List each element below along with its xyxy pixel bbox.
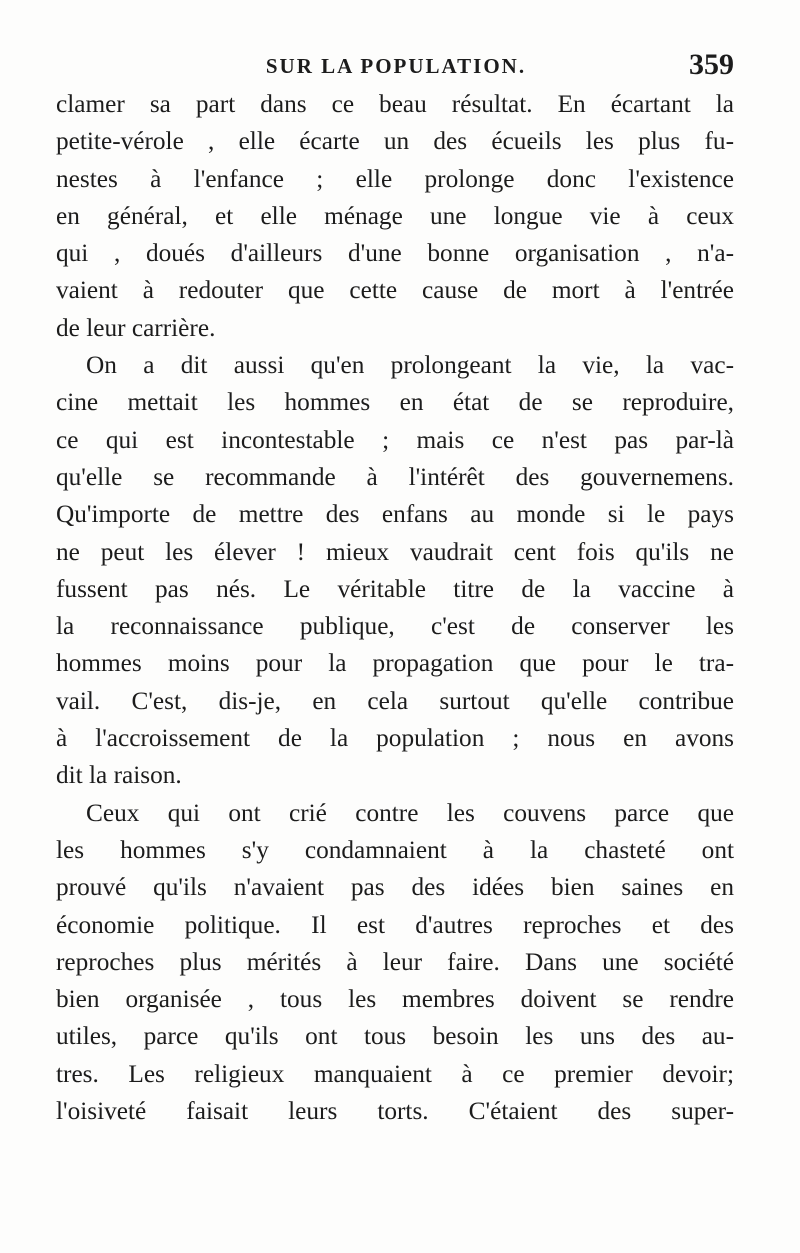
text-line: clamer sa part dans ce beau résultat. En écartant la bbox=[56, 90, 734, 118]
text-line: en général, et elle ménage une longue vie à ceux bbox=[56, 201, 734, 230]
text-line: nestes à l'enfance ; elle prolonge donc l'existence bbox=[56, 164, 734, 193]
text-line: petite-vérole , elle écarte un des écueils les plus fu- bbox=[56, 127, 734, 156]
text-line: la reconnaissance publique, c'est de conserver les bbox=[56, 612, 734, 641]
text-line: On a dit aussi qu'en prolongeant la vie, la vac- bbox=[86, 351, 734, 380]
text-line: économie politique. Il est d'autres reproches et des bbox=[56, 910, 734, 939]
page-number: 359 bbox=[689, 48, 734, 81]
text-line: qui , doués d'ailleurs d'une bonne organisation , n'a- bbox=[56, 239, 734, 268]
text-line: de leur carrière. bbox=[56, 313, 216, 342]
running-head bbox=[58, 40, 734, 80]
text-line: vail. C'est, dis-je, en cela surtout qu'elle contribue bbox=[56, 686, 734, 715]
text-line: tres. Les religieux manquaient à ce premier devoir; bbox=[56, 1059, 734, 1088]
running-title: SUR LA POPULATION. bbox=[265, 54, 527, 78]
body-text bbox=[56, 86, 734, 1130]
text-line: utiles, parce qu'ils ont tous besoin les uns des au- bbox=[56, 1022, 734, 1051]
text-line: l'oisiveté faisait leurs torts. C'étaient des super- bbox=[56, 1097, 734, 1126]
text-line: ce qui est incontestable ; mais ce n'est pas par-là bbox=[56, 425, 734, 454]
text-line: à l'accroissement de la population ; nous en avons bbox=[56, 724, 734, 753]
text-line: bien organisée , tous les membres doivent se rendre bbox=[56, 985, 734, 1014]
text-line: dit la raison. bbox=[56, 761, 182, 790]
text-line: vaient à redouter que cette cause de mort à l'entrée bbox=[56, 276, 734, 305]
text-line: fussent pas nés. Le véritable titre de la vaccine à bbox=[56, 574, 734, 603]
text-line: qu'elle se recommande à l'intérêt des gouvernemens. bbox=[56, 462, 734, 491]
text-line: Ceux qui ont crié contre les couvens parce que bbox=[86, 798, 734, 827]
text-line: ne peut les élever ! mieux vaudrait cent fois qu'ils ne bbox=[56, 537, 734, 566]
text-line: reproches plus mérités à leur faire. Dans une société bbox=[56, 947, 734, 976]
text-line: prouvé qu'ils n'avaient pas des idées bien saines en bbox=[56, 873, 734, 902]
text-line: Qu'importe de mettre des enfans au monde si le pays bbox=[56, 500, 734, 529]
text-line: les hommes s'y condamnaient à la chasteté ont bbox=[56, 835, 734, 864]
text-line: cine mettait les hommes en état de se reproduire, bbox=[56, 388, 734, 417]
text-line: hommes moins pour la propagation que pour le tra- bbox=[56, 649, 734, 678]
